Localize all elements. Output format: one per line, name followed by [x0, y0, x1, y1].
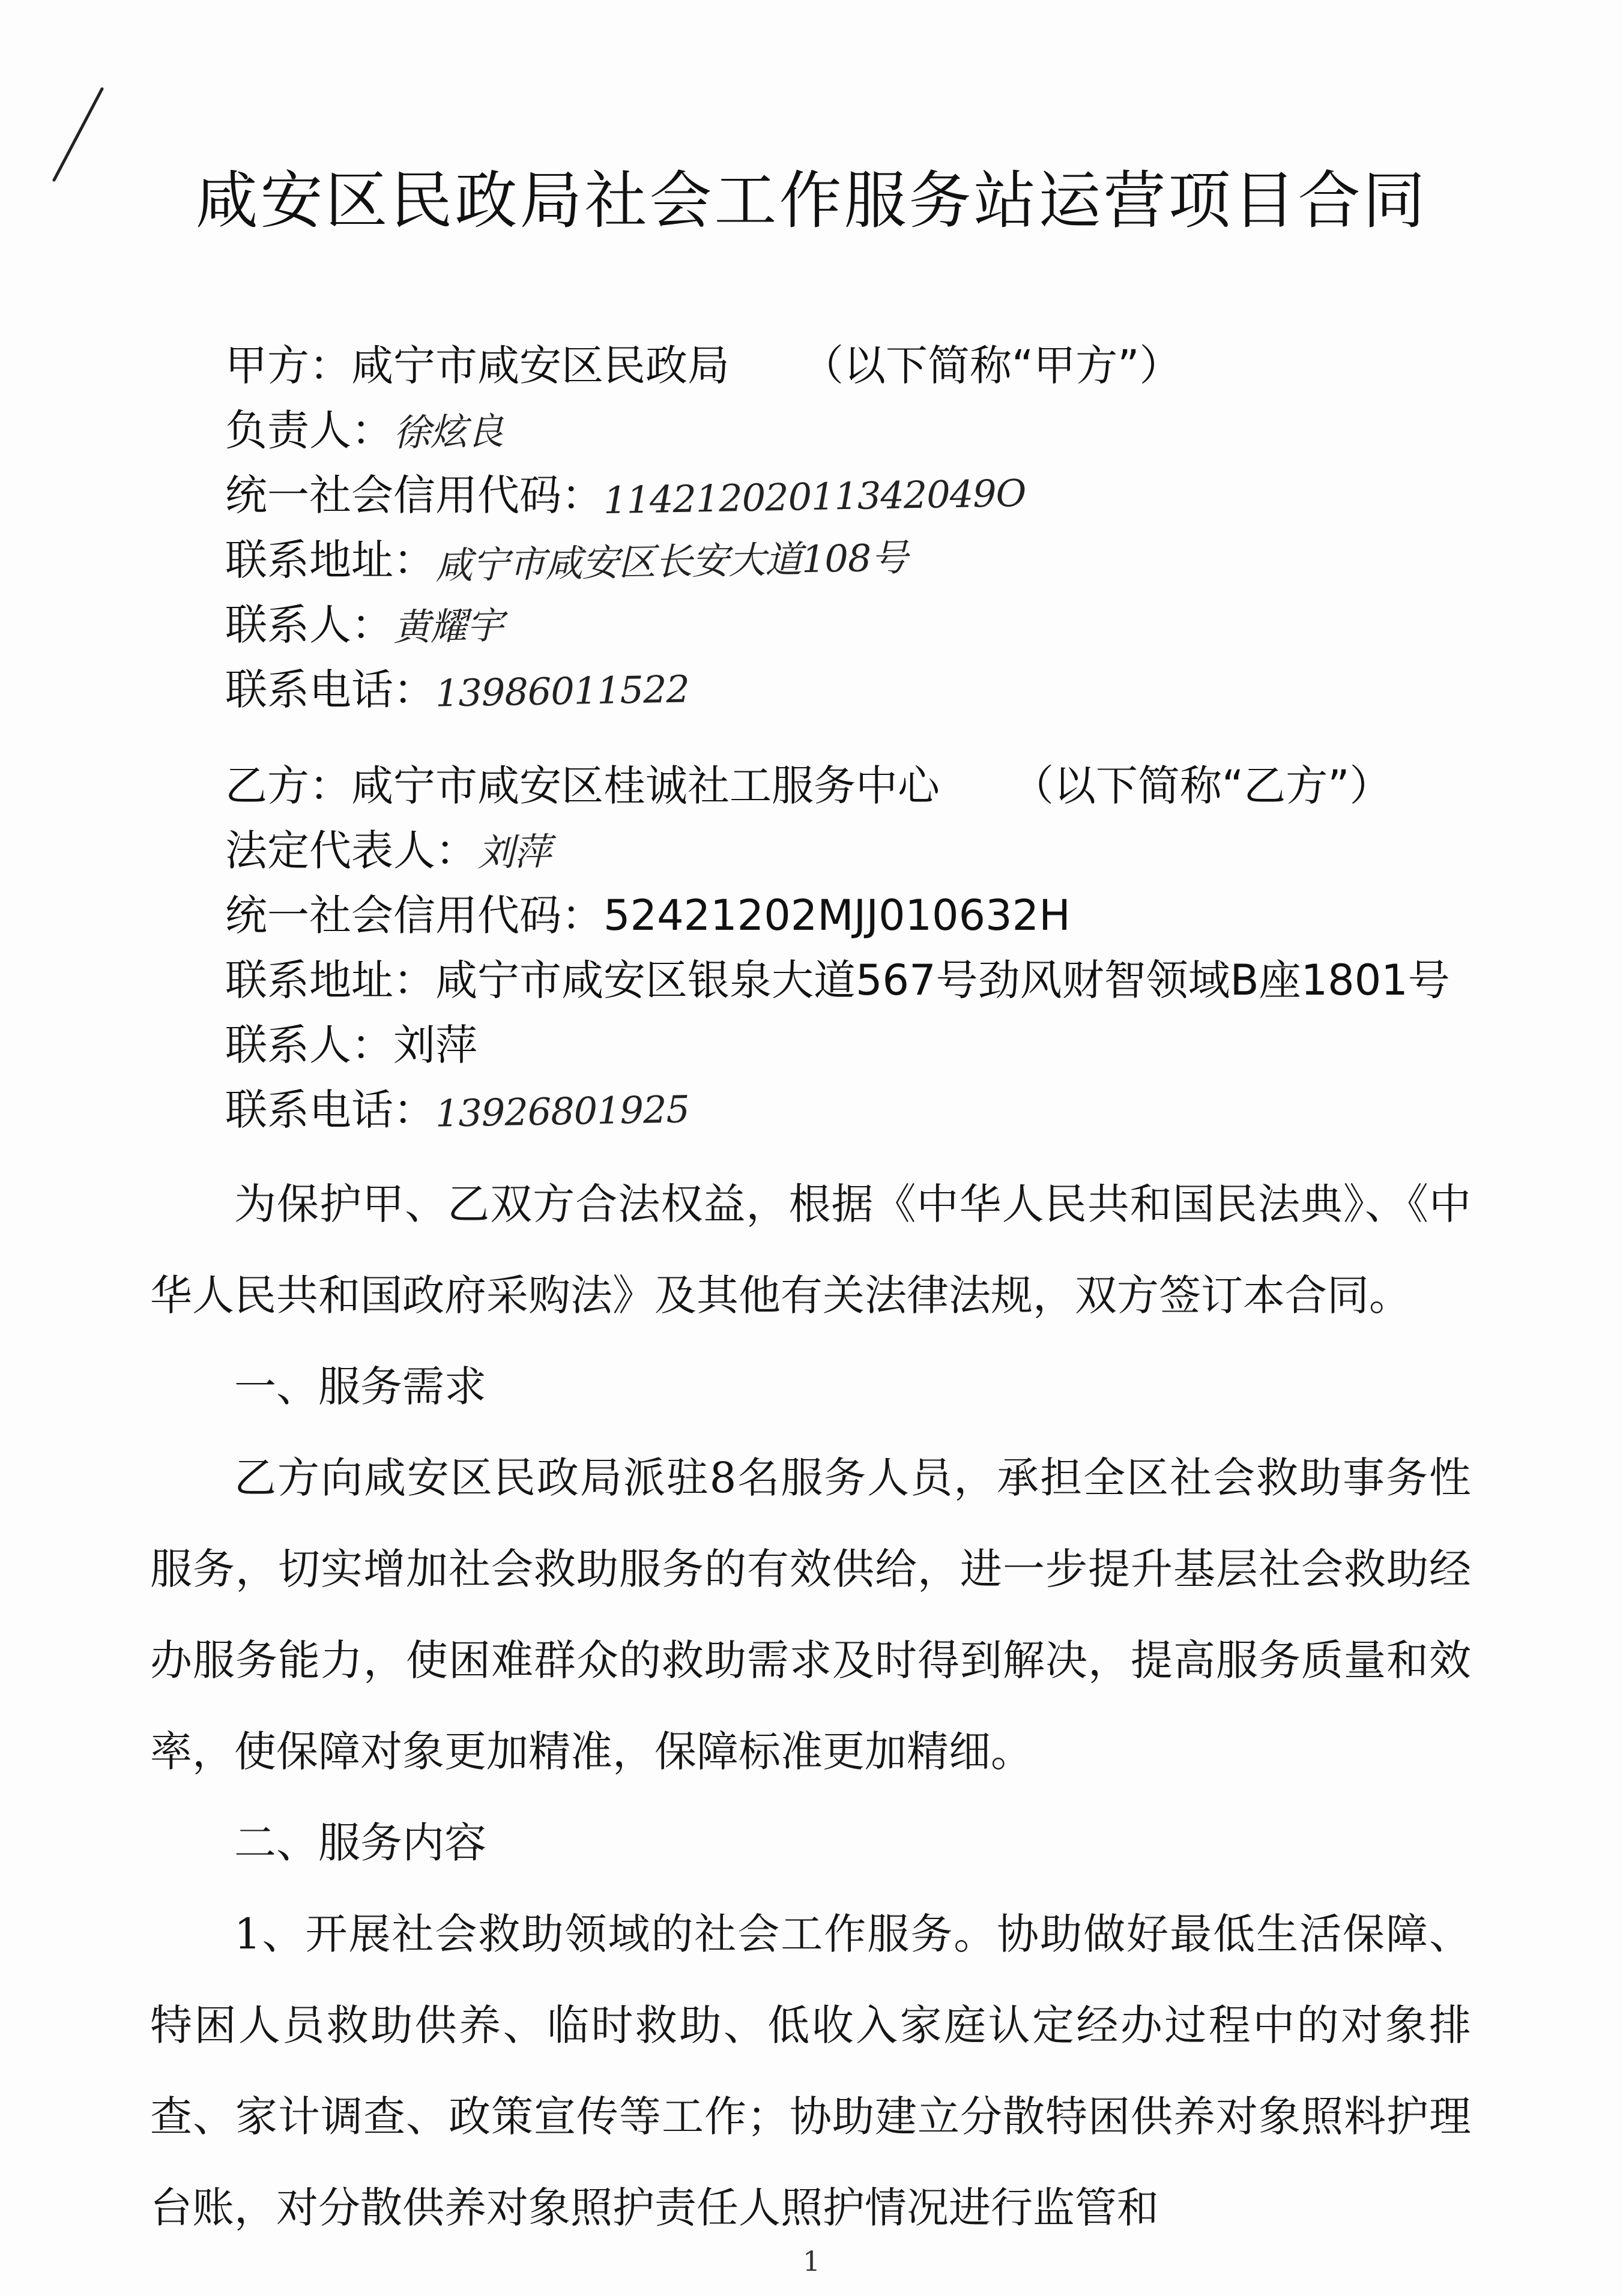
party-b-phone — [225, 1077, 1450, 1142]
party-a-address-label: 联系地址： — [225, 535, 435, 585]
party-b-name: 咸宁市咸安区桂诚社工服务中心 — [351, 761, 940, 810]
party-b-person — [225, 818, 1450, 883]
party-b-person-value: 刘萍 — [477, 829, 551, 875]
party-b-contact-label: 联系人： — [225, 1020, 393, 1070]
party-b-contact — [225, 1013, 1450, 1077]
party-b-address-value: 咸宁市咸安区银泉大道567号劲风财智领域B座1801号 — [435, 956, 1450, 1005]
party-b-note: （以下简称“乙方”） — [1012, 761, 1392, 810]
party-a-credit-label: 统一社会信用代码： — [225, 471, 603, 520]
page-number: 1 — [802, 2245, 821, 2277]
party-b-phone-label: 联系电话： — [225, 1085, 435, 1134]
section-1-heading: 一、服务需求 — [234, 1362, 486, 1411]
party-b-credit-value: 52421202MJJ010632H — [603, 891, 1071, 940]
party-a-person-label: 负责人： — [225, 406, 393, 455]
party-b-credit-label: 统一社会信用代码： — [225, 891, 603, 940]
party-a-phone — [225, 657, 1182, 722]
party-a-credit-value: 11421202011342049O — [603, 471, 1026, 523]
intro-paragraph: 为保护甲、乙双方合法权益，根据《中华人民共和国民法典》、《中华人民共和国政府采购法》及其他有关法律法规，双方签订本合同。 — [150, 1180, 1471, 1320]
party-b-address-label: 联系地址： — [225, 956, 435, 1005]
party-a-contact-label: 联系人： — [225, 600, 393, 649]
section-1-text: 乙方向咸安区民政局派驻8名服务人员，承担全区社会救助事务性服务，切实增加社会救助服务的有效供给，进一步提升基层社会救助经办服务能力，使困难群众的救助需求及时得到解决，提高服务质量和效率，使保障对象更加精准，保障标准更加精细。 — [150, 1453, 1471, 1776]
party-a-address-value: 咸宁市咸安区长安大道108号 — [435, 535, 908, 588]
party-a-block — [225, 333, 1182, 722]
document-title: 咸安区民政局社会工作服务站运营项目合同 — [195, 164, 1428, 237]
party-b-contact-value: 刘萍 — [393, 1020, 477, 1070]
party-b-phone-value: 13926801925 — [435, 1087, 690, 1136]
party-a-contact — [225, 592, 1182, 657]
party-b-heading — [225, 753, 1450, 818]
party-a-contact-value: 黄耀宇 — [393, 603, 504, 649]
party-a-address — [225, 528, 1182, 592]
section-2-heading: 二、服务内容 — [234, 1818, 486, 1867]
party-b-person-label: 法定代表人： — [225, 826, 477, 875]
party-b-label: 乙方： — [225, 761, 351, 810]
contract-body — [150, 1159, 1471, 2253]
party-a-note: （以下简称“甲方”） — [802, 341, 1182, 390]
section-2-text: 1、开展社会救助领域的社会工作服务。协助做好最低生活保障、特困人员救助供养、临时救助、低收入家庭认定经办过程中的对象排查、家计调查、政策宣传等工作；协助建立分散特困供养对象照料护理台账，对分散供养对象照护责任人照护情况进行监管和 — [150, 1909, 1471, 2232]
party-a-phone-label: 联系电话： — [225, 665, 435, 714]
party-a-name: 咸宁市咸安区民政局 — [351, 341, 730, 390]
party-b-address — [225, 948, 1450, 1013]
party-b-credit — [225, 883, 1450, 948]
party-a-credit — [225, 463, 1182, 528]
party-b-block — [225, 753, 1450, 1142]
party-a-label: 甲方： — [225, 341, 351, 390]
party-a-phone-value: 13986011522 — [435, 667, 690, 716]
party-a-heading — [225, 333, 1182, 398]
party-a-person — [225, 398, 1182, 463]
party-a-person-value: 徐炫良 — [393, 409, 504, 455]
